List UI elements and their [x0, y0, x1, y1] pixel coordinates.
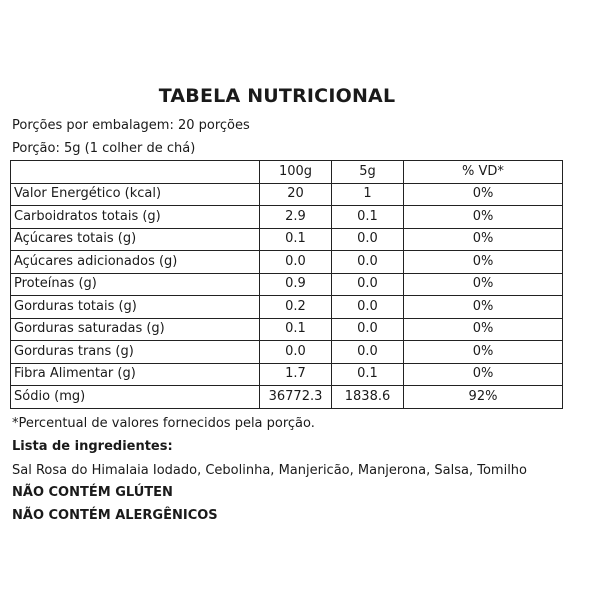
- value-5g: 0.0: [332, 251, 404, 274]
- value-vd: 0%: [404, 296, 563, 319]
- header-100g: 100g: [260, 161, 332, 184]
- allergen-warning: NÃO CONTÉM ALERGÊNICOS: [12, 508, 218, 523]
- header-5g: 5g: [332, 161, 404, 184]
- nutrient-name: Valor Energético (kcal): [11, 183, 260, 206]
- value-5g: 0.1: [332, 206, 404, 229]
- value-vd: 0%: [404, 341, 563, 364]
- table-row: [11, 318, 563, 341]
- value-100g: 0.0: [260, 251, 332, 274]
- nutrient-name: Sódio (mg): [11, 386, 260, 409]
- value-100g: 0.0: [260, 341, 332, 364]
- portion-size: Porção: 5g (1 colher de chá): [12, 141, 196, 156]
- value-vd: 0%: [404, 318, 563, 341]
- table-row: [11, 386, 563, 409]
- table-row: [11, 228, 563, 251]
- nutrient-name: Proteínas (g): [11, 273, 260, 296]
- table-row: [11, 206, 563, 229]
- table-row: [11, 251, 563, 274]
- nutrient-name: Fibra Alimentar (g): [11, 363, 260, 386]
- nutrient-name: Gorduras saturadas (g): [11, 318, 260, 341]
- value-100g: 0.1: [260, 228, 332, 251]
- value-5g: 0.0: [332, 228, 404, 251]
- nutrient-name: Açúcares adicionados (g): [11, 251, 260, 274]
- servings-per-package: Porções por embalagem: 20 porções: [12, 118, 250, 133]
- footnote: *Percentual de valores fornecidos pela porção.: [12, 416, 315, 431]
- ingredients-title: Lista de ingredientes:: [12, 439, 173, 454]
- nutrient-name: Açúcares totais (g): [11, 228, 260, 251]
- value-5g: 0.0: [332, 273, 404, 296]
- nutrient-name: Gorduras trans (g): [11, 341, 260, 364]
- table-row: [11, 296, 563, 319]
- value-5g: 0.0: [332, 341, 404, 364]
- value-vd: 0%: [404, 273, 563, 296]
- gluten-warning: NÃO CONTÉM GLÚTEN: [12, 485, 173, 500]
- value-vd: 0%: [404, 206, 563, 229]
- value-vd: 92%: [404, 386, 563, 409]
- nutrient-name: Carboidratos totais (g): [11, 206, 260, 229]
- header-vd: % VD*: [404, 161, 563, 184]
- value-100g: 36772.3: [260, 386, 332, 409]
- nutrition-table: [10, 160, 563, 409]
- table-row: [11, 341, 563, 364]
- table-row: [11, 183, 563, 206]
- nutrition-table-body: [11, 161, 563, 409]
- table-row: [11, 273, 563, 296]
- value-vd: 0%: [404, 363, 563, 386]
- ingredients-list: Sal Rosa do Himalaia Iodado, Cebolinha, Manjericão, Manjerona, Salsa, Tomilho: [12, 463, 528, 478]
- page-title: TABELA NUTRICIONAL: [158, 85, 396, 107]
- value-vd: 0%: [404, 183, 563, 206]
- value-vd: 0%: [404, 251, 563, 274]
- value-100g: 2.9: [260, 206, 332, 229]
- value-5g: 0.0: [332, 296, 404, 319]
- value-vd: 0%: [404, 228, 563, 251]
- value-5g: 0.0: [332, 318, 404, 341]
- table-header-row: [11, 161, 563, 184]
- value-5g: 0.1: [332, 363, 404, 386]
- value-100g: 0.9: [260, 273, 332, 296]
- value-5g: 1: [332, 183, 404, 206]
- value-100g: 0.2: [260, 296, 332, 319]
- header-nutrient: [11, 161, 260, 184]
- value-5g: 1838.6: [332, 386, 404, 409]
- value-100g: 0.1: [260, 318, 332, 341]
- value-100g: 1.7: [260, 363, 332, 386]
- nutrient-name: Gorduras totais (g): [11, 296, 260, 319]
- value-100g: 20: [260, 183, 332, 206]
- table-row: [11, 363, 563, 386]
